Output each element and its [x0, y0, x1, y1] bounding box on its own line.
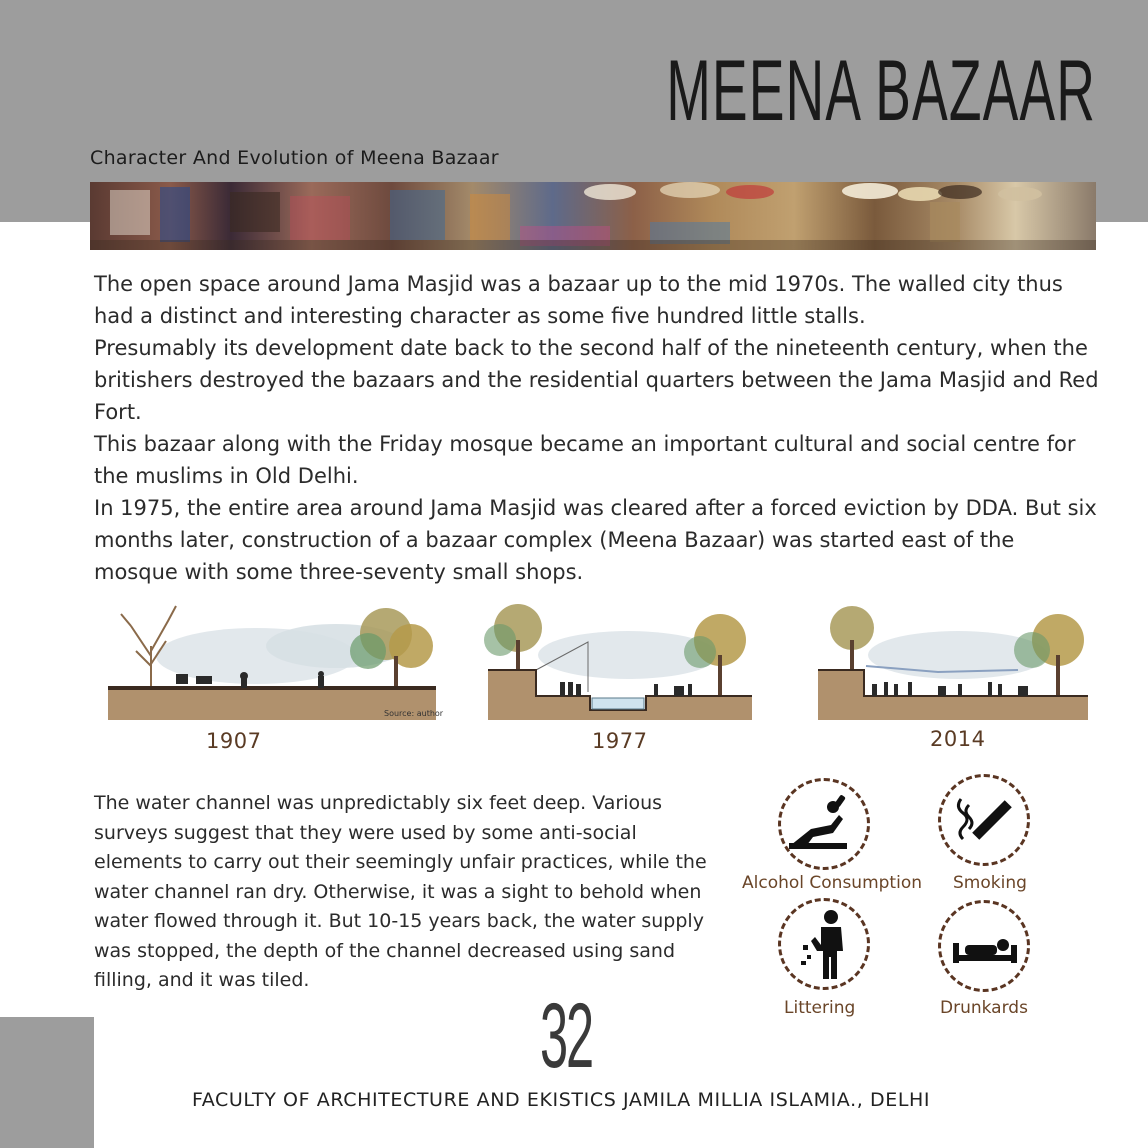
icon-label-drunkards: Drunkards — [940, 998, 1028, 1018]
icon-label-littering: Littering — [784, 998, 856, 1018]
smoking-icon — [938, 774, 1030, 866]
intro-text — [94, 268, 1104, 588]
page-number: 32 — [540, 985, 592, 1087]
intro-paragraph: The open space around Jama Masjid was a bazaar up to the mid 1970s. The walled city thus had a distinct and interesting character as some five hundred little stalls. — [94, 272, 1063, 328]
intro-paragraph: In 1975, the entire area around Jama Masjid was cleared after a forced eviction by DDA. But six months later, construction of a bazaar complex (Meena Bazaar) was started east of the mosque with some three-seventy small shops. — [94, 496, 1097, 584]
intro-paragraph: Presumably its development date back to the second half of the nineteenth century, when the britishers destroyed the bazaars and the residential quarters between the Jama Masjid and Red Fort. — [94, 336, 1099, 424]
icon-label-alcohol: Alcohol Consumption — [742, 873, 922, 893]
source-note: Source: author — [384, 709, 444, 718]
drunkard-icon — [938, 900, 1030, 992]
year-label-1977: 1977 — [592, 729, 648, 753]
year-label-2014: 2014 — [930, 727, 986, 751]
section-title: Character And Evolution of Meena Bazaar — [90, 147, 499, 169]
section-drawing-1907 — [106, 596, 444, 720]
section-drawing-2014 — [818, 600, 1088, 720]
section-drawing-1977 — [488, 600, 752, 720]
footer-text: FACULTY OF ARCHITECTURE AND EKISTICS JAMILA MILLIA ISLAMIA., DELHI — [192, 1089, 931, 1111]
intro-paragraph: This bazaar along with the Friday mosque became an important cultural and social centre for the muslims in Old Delhi. — [94, 432, 1076, 488]
littering-icon — [778, 898, 870, 990]
drinking-icon — [778, 778, 870, 870]
bazaar-photo-strip — [90, 182, 1096, 250]
icon-label-smoking: Smoking — [953, 873, 1027, 893]
year-label-1907: 1907 — [206, 729, 262, 753]
bazaar-photo-illustration — [90, 182, 1096, 250]
page-title: MEENA BAZAAR — [666, 43, 1096, 139]
corner-block — [0, 1017, 94, 1148]
water-channel-text: The water channel was unpredictably six feet deep. Various surveys suggest that they were used by some anti-social elements to carry out their seemingly unfair practices, while the water channel ran dry. Otherwise, it was a sight to behold when water flowed through it. But 10-15 years back, the water supply was stopped, the depth of the channel decreased using sand filling, and it was tiled. — [94, 792, 707, 991]
